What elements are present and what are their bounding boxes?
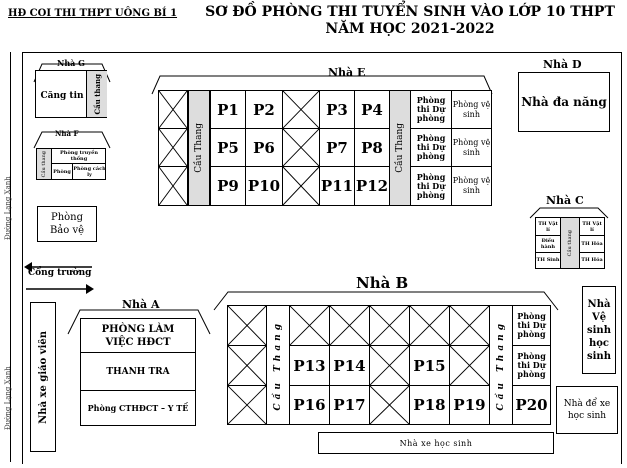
nha-b-stair-right: Cầu Thang bbox=[489, 305, 513, 425]
guard-room-line1: Phòng bbox=[50, 212, 84, 223]
nha-b-blocked-3 bbox=[227, 385, 267, 425]
guard-room-line2: Bảo vệ bbox=[49, 225, 85, 236]
nha-c-stair: Cầu thang bbox=[561, 218, 580, 268]
road-label-bottom: Đường Lạng Xanh bbox=[4, 366, 12, 430]
nha-c-cell-2: TH Vật lí bbox=[580, 218, 604, 236]
nha-g-stair: Cầu thang bbox=[86, 71, 107, 117]
room-p15: P15 bbox=[409, 345, 450, 386]
room-p19: P19 bbox=[449, 385, 490, 425]
nha-d-label: Nhà D bbox=[543, 58, 582, 71]
nha-b-blocked-8 bbox=[449, 305, 490, 346]
room-p6: P6 bbox=[245, 128, 283, 167]
nha-e-wc-2: Phòng vệ sinh bbox=[451, 128, 492, 167]
room-p9: P9 bbox=[210, 166, 246, 206]
gate-label: Cổng trường bbox=[28, 268, 92, 278]
nha-c-cell-3: Điều hành bbox=[536, 235, 561, 253]
nha-e-blocked-6 bbox=[282, 166, 320, 206]
room-p5: P5 bbox=[210, 128, 246, 167]
room-p3: P3 bbox=[319, 90, 355, 129]
nha-g-building bbox=[35, 70, 107, 118]
nha-a-room-1: PHÒNG LÀM VIỆC HĐCT bbox=[81, 319, 195, 353]
room-p13: P13 bbox=[289, 345, 330, 386]
nha-e-reserve-3: Phòng thi Dự phòng bbox=[410, 166, 452, 206]
student-parking: Nhà xe học sinh bbox=[318, 432, 554, 454]
nha-f-building bbox=[36, 148, 106, 180]
nha-a-room-3: Phòng CTHĐCT – Y TẾ bbox=[87, 403, 189, 413]
nha-c-cell-5: TH Sinh bbox=[536, 252, 561, 268]
nha-b-blocked-11 bbox=[369, 385, 410, 425]
guard-room bbox=[37, 206, 97, 242]
gate-arrow-out bbox=[24, 280, 94, 292]
student-wc: Nhà Vệ sinh học sinh bbox=[582, 286, 616, 374]
nha-c-cell-6: TH Hóa bbox=[581, 257, 603, 263]
nha-b-blocked-4 bbox=[289, 305, 330, 346]
nha-b-label: Nhà B bbox=[356, 274, 409, 292]
nha-e-stair-left: Cầu Thang bbox=[188, 90, 210, 206]
room-p20: P20 bbox=[512, 385, 551, 425]
road-label-top: Đường Lạng Xanh bbox=[4, 176, 12, 240]
room-p8: P8 bbox=[354, 128, 390, 167]
room-p1: P1 bbox=[210, 90, 246, 129]
nha-b-blocked-5 bbox=[329, 305, 370, 346]
title-line2: NĂM HỌC 2021-2022 bbox=[325, 21, 495, 37]
nha-f-label: Nhà F bbox=[55, 129, 79, 138]
room-p7: P7 bbox=[319, 128, 355, 167]
page-title bbox=[200, 4, 620, 38]
nha-f-stair: Cầu thang bbox=[37, 149, 52, 179]
nha-b-blocked-10 bbox=[449, 345, 490, 386]
title-line1: SƠ ĐỒ PHÒNG THI TUYỂN SINH VÀO LỚP 10 THPT bbox=[205, 4, 615, 20]
multi-purpose-hall: Nhà đa năng bbox=[521, 95, 607, 109]
room-p17: P17 bbox=[329, 385, 370, 425]
nha-b-blocked-7 bbox=[409, 305, 450, 346]
nha-e-wc-3: Phòng vệ sinh bbox=[451, 166, 492, 206]
nha-g-label: Nhà G bbox=[57, 58, 85, 68]
nha-b-reserve-2: Phòng thi Dự phòng bbox=[512, 345, 551, 386]
nha-e-label: Nhà E bbox=[328, 66, 366, 79]
nha-b-reserve-1: Phòng thi Dự phòng bbox=[512, 305, 551, 346]
room-p14: P14 bbox=[329, 345, 370, 386]
nha-e-blocked-5 bbox=[282, 128, 320, 167]
room-p12: P12 bbox=[354, 166, 390, 206]
nha-c-cell-4: TH Hóa bbox=[580, 235, 604, 253]
nha-e-reserve-2: Phòng thi Dự phòng bbox=[410, 128, 452, 167]
room-p10: P10 bbox=[245, 166, 283, 206]
nha-b-blocked-1 bbox=[227, 305, 267, 346]
nha-b-stair-left: Cầu Thang bbox=[266, 305, 290, 425]
nha-f-room: Phòng bbox=[52, 164, 73, 179]
nha-e-blocked-2 bbox=[158, 128, 188, 167]
nha-e-blocked-3 bbox=[158, 166, 188, 206]
canteen: Căng tin bbox=[40, 91, 84, 101]
nha-c-cell-1: TH Vật lí bbox=[536, 218, 561, 236]
room-p2: P2 bbox=[245, 90, 283, 129]
nha-e-wc-1: Phòng vệ sinh bbox=[451, 90, 492, 129]
nha-e-blocked-4 bbox=[282, 90, 320, 129]
nha-c-label: Nhà C bbox=[546, 194, 584, 207]
nha-a-room-2: THANH TRA bbox=[81, 354, 195, 391]
isolation-room: Phòng cách ly bbox=[73, 165, 106, 178]
nha-c-building bbox=[535, 217, 605, 269]
student-parking-right: Nhà để xe học sinh bbox=[556, 386, 618, 434]
room-p16: P16 bbox=[289, 385, 330, 425]
nha-a-label: Nhà A bbox=[122, 298, 160, 311]
room-p18: P18 bbox=[409, 385, 450, 425]
staff-parking: Nhà xe giáo viên bbox=[30, 302, 56, 452]
room-p11: P11 bbox=[319, 166, 355, 206]
nha-b-blocked-9 bbox=[369, 345, 410, 386]
nha-b-blocked-2 bbox=[227, 345, 267, 386]
nha-e-blocked-1 bbox=[158, 90, 188, 129]
nha-e-reserve-1: Phòng thi Dự phòng bbox=[410, 90, 452, 129]
nha-a-building bbox=[80, 318, 196, 426]
nha-b-blocked-6 bbox=[369, 305, 410, 346]
traditional-room: Phòng truyền thống bbox=[52, 149, 106, 164]
nha-e-stair-right: Cầu Thang bbox=[389, 90, 411, 206]
room-p4: P4 bbox=[354, 90, 390, 129]
council-name: HĐ COI THI THPT UÔNG BÍ 1 bbox=[8, 8, 178, 19]
